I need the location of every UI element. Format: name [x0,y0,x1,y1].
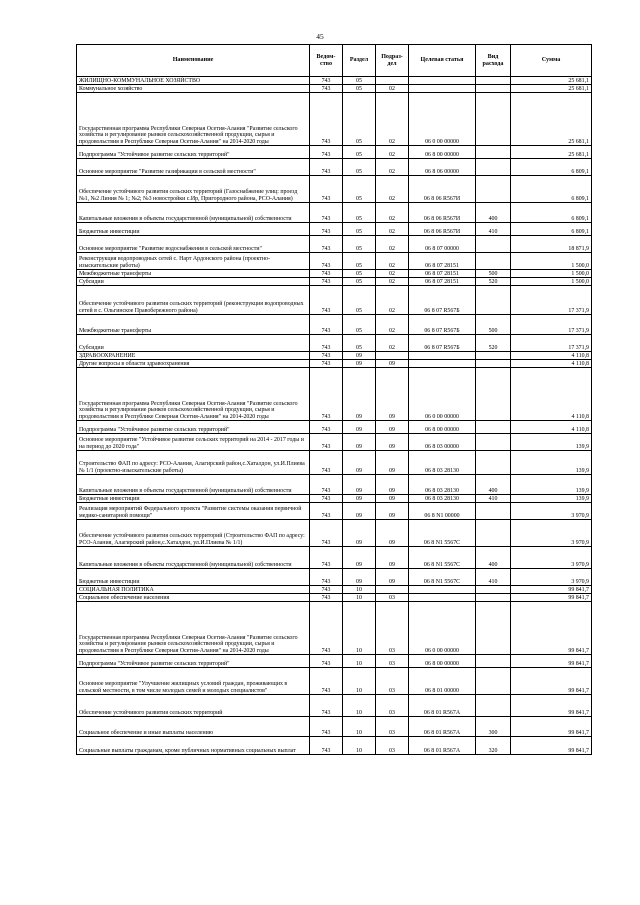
table-row [77,451,592,475]
table-row [77,146,592,159]
cell-department: 743 [310,360,343,368]
cell-amount: 99 841,7 [511,737,592,755]
cell-section: 10 [343,717,376,737]
cell-subsection: 09 [376,475,409,495]
cell-target-item: 06 8 07 28151 [409,278,476,286]
cell-subsection: 03 [376,602,409,655]
cell-target-item: 06 8 03 00000 [409,434,476,451]
cell-section: 09 [343,421,376,434]
cell-expense-type [476,176,511,203]
table-row [77,236,592,253]
cell-section: 10 [343,602,376,655]
cell-amount: 18 871,9 [511,236,592,253]
cell-subsection: 09 [376,503,409,520]
cell-target-item: 06 8 07 28151 [409,270,476,278]
cell-name: Бюджетные инвестиции [77,223,310,236]
cell-department: 743 [310,495,343,503]
cell-expense-type [476,668,511,695]
cell-target-item: 06 8 03 28130 [409,451,476,475]
table-row [77,602,592,655]
cell-expense-type [476,85,511,93]
cell-target-item: 06 8 07 R567Б [409,286,476,315]
cell-target-item: 06 8 06 R567И [409,223,476,236]
cell-subsection: 09 [376,360,409,368]
cell-subsection: 09 [376,434,409,451]
cell-expense-type [476,352,511,360]
cell-department: 743 [310,655,343,668]
cell-name: Социальные выплаты гражданам, кроме публичных нормативных социальных выплат [77,737,310,755]
cell-target-item: 06 0 00 00000 [409,368,476,421]
cell-amount: 6 809,1 [511,223,592,236]
cell-amount: 6 809,1 [511,203,592,223]
cell-subsection: 02 [376,146,409,159]
cell-expense-type [476,236,511,253]
cell-subsection: 09 [376,368,409,421]
cell-expense-type [476,421,511,434]
cell-expense-type [476,77,511,85]
table-row [77,77,592,85]
cell-amount: 3 970,9 [511,503,592,520]
cell-target-item: 06 8 00 00000 [409,146,476,159]
cell-section: 09 [343,451,376,475]
cell-expense-type [476,93,511,146]
column-header-section: Раздел [343,45,376,77]
cell-section: 09 [343,352,376,360]
cell-section: 09 [343,520,376,547]
table-row [77,503,592,520]
cell-expense-type [476,286,511,315]
cell-expense-type: 500 [476,270,511,278]
cell-subsection [376,352,409,360]
cell-subsection: 09 [376,569,409,586]
cell-amount: 1 500,0 [511,253,592,270]
cell-name: Капитальные вложения в объекты государственной (муниципальной) собственности [77,475,310,495]
cell-section: 05 [343,278,376,286]
cell-target-item [409,586,476,594]
cell-name: Основное мероприятие "Развитие газификации в сельской местности" [77,159,310,176]
table-row [77,278,592,286]
cell-section: 05 [343,236,376,253]
table-row [77,253,592,270]
cell-expense-type: 300 [476,717,511,737]
cell-department: 743 [310,421,343,434]
cell-amount: 4 110,8 [511,352,592,360]
cell-department: 743 [310,586,343,594]
cell-name: Государственная программа Республики Северная Осетия-Алания "Развитие сельского хозяйства и регулирование рынков сельскохозяйственной продукции, сырья и продовольствия в Республике Северная Осетия-Алания" на 2014-2020 годы [77,602,310,655]
cell-amount: 99 841,7 [511,586,592,594]
cell-target-item [409,77,476,85]
cell-name: Социальное обеспечение населения [77,594,310,602]
cell-expense-type: 410 [476,495,511,503]
cell-department: 743 [310,253,343,270]
column-header-name: Наименование [77,45,310,77]
cell-name: Строительство ФАП по адресу: РСО-Алания, Алагирский район,с.Хаталдон, ул.И.Плиева № 1/1 (проектно-изыскательские работы) [77,451,310,475]
cell-subsection: 02 [376,253,409,270]
cell-amount: 6 809,1 [511,176,592,203]
cell-target-item: 06 8 01 R567А [409,717,476,737]
cell-department: 743 [310,695,343,717]
cell-expense-type: 520 [476,278,511,286]
cell-subsection: 02 [376,335,409,352]
cell-name: Межбюджетные трансферты [77,315,310,335]
table-row [77,737,592,755]
table-row [77,93,592,146]
cell-section: 10 [343,737,376,755]
cell-department: 743 [310,520,343,547]
cell-name: Основное мероприятие "Развитие водоснабжения в сельской местности" [77,236,310,253]
cell-name: Государственная программа Республики Северная Осетия-Алания "Развитие сельского хозяйства и регулирование рынков сельскохозяйственной продукции, сырья и продовольствия в Республике Северная Осетия-Алания" на 2014-2020 годы [77,368,310,421]
table-row [77,717,592,737]
cell-name: Подпрограмма "Устойчивое развитие сельских территорий" [77,146,310,159]
cell-section: 10 [343,594,376,602]
cell-target-item: 06 8 01 00000 [409,668,476,695]
cell-amount: 139,9 [511,451,592,475]
cell-name: Обеспечение устойчивого развития сельских территорий [77,695,310,717]
cell-department: 743 [310,569,343,586]
cell-expense-type [476,253,511,270]
cell-expense-type: 500 [476,315,511,335]
cell-name: Бюджетные инвестиции [77,569,310,586]
cell-section: 05 [343,223,376,236]
column-header-target-item: Целевая статья [409,45,476,77]
cell-amount: 139,9 [511,495,592,503]
cell-section: 09 [343,495,376,503]
table-row [77,655,592,668]
cell-amount: 139,9 [511,434,592,451]
cell-target-item [409,352,476,360]
cell-name: Бюджетные инвестиции [77,495,310,503]
cell-target-item: 06 8 N1 5567С [409,547,476,569]
cell-section: 09 [343,503,376,520]
cell-section: 10 [343,695,376,717]
cell-department: 743 [310,594,343,602]
cell-section: 09 [343,569,376,586]
cell-department: 743 [310,475,343,495]
cell-section: 10 [343,668,376,695]
cell-amount: 4 110,8 [511,368,592,421]
cell-section: 05 [343,176,376,203]
cell-department: 743 [310,434,343,451]
cell-amount: 139,9 [511,475,592,495]
cell-department: 743 [310,223,343,236]
cell-expense-type [476,146,511,159]
cell-name: Обеспечение устойчивого развития сельских территорий (Строительство ФАП по адресу: РСО-Алания, Алагирский район,с.Хаталдон, ул.И.Плиева № 1/1) [77,520,310,547]
cell-name: Реализация мероприятий Федерального проекта "Развитие системы оказания первичной медико-санитарной помощи" [77,503,310,520]
cell-name: Подпрограмма "Устойчивое развитие сельских территорий" [77,421,310,434]
table-row [77,352,592,360]
table-row [77,159,592,176]
cell-expense-type [476,159,511,176]
table-row [77,569,592,586]
table-row [77,668,592,695]
cell-name: СОЦИАЛЬНАЯ ПОЛИТИКА [77,586,310,594]
cell-section: 10 [343,655,376,668]
cell-expense-type [476,503,511,520]
cell-amount: 99 841,7 [511,668,592,695]
cell-section: 05 [343,159,376,176]
cell-name: Реконструкция водопроводных сетей с. Нарт Ардонского района (проектно-изыскательские работы) [77,253,310,270]
page-number: 45 [316,32,324,41]
cell-subsection: 03 [376,655,409,668]
cell-expense-type [476,434,511,451]
cell-department: 743 [310,451,343,475]
cell-expense-type: 410 [476,569,511,586]
cell-target-item: 06 8 N1 5567С [409,520,476,547]
cell-subsection: 02 [376,93,409,146]
cell-subsection: 02 [376,223,409,236]
cell-expense-type: 400 [476,475,511,495]
cell-target-item: 06 8 00 00000 [409,421,476,434]
table-row [77,495,592,503]
cell-amount: 25 681,1 [511,146,592,159]
cell-target-item: 06 8 N1 00000 [409,503,476,520]
table-row [77,520,592,547]
cell-amount: 17 371,9 [511,335,592,352]
cell-target-item: 06 8 06 R567И [409,203,476,223]
cell-subsection: 09 [376,421,409,434]
cell-subsection: 02 [376,236,409,253]
cell-subsection: 03 [376,668,409,695]
cell-subsection: 02 [376,286,409,315]
cell-department: 743 [310,717,343,737]
table-row [77,475,592,495]
cell-target-item: 06 8 03 28130 [409,495,476,503]
cell-section: 05 [343,77,376,85]
column-header-expense-type: Вид расхода [476,45,511,77]
cell-target-item: 06 8 06 R567И [409,176,476,203]
column-header-department: Ведом-ство [310,45,343,77]
cell-department: 743 [310,236,343,253]
table-row [77,335,592,352]
cell-department: 743 [310,176,343,203]
cell-expense-type [476,655,511,668]
cell-target-item: 06 8 07 R567Б [409,315,476,335]
cell-target-item: 06 8 06 00000 [409,159,476,176]
cell-target-item: 06 8 00 00000 [409,655,476,668]
table-row [77,695,592,717]
cell-section: 05 [343,203,376,223]
cell-target-item: 06 8 07 00000 [409,236,476,253]
cell-target-item: 06 0 00 00000 [409,602,476,655]
cell-department: 743 [310,278,343,286]
table-row [77,594,592,602]
cell-subsection [376,586,409,594]
cell-section: 09 [343,547,376,569]
cell-amount: 99 841,7 [511,602,592,655]
cell-subsection: 03 [376,695,409,717]
cell-department: 743 [310,335,343,352]
cell-subsection: 09 [376,547,409,569]
cell-subsection: 09 [376,520,409,547]
cell-name: Государственная программа Республики Северная Осетия-Алания "Развитие сельского хозяйства и регулирование рынков сельскохозяйственной продукции, сырья и продовольствия в Республике Северная Осетия-Алания" на 2014-2020 годы [77,93,310,146]
cell-expense-type [476,520,511,547]
cell-amount: 3 970,9 [511,569,592,586]
cell-expense-type [476,594,511,602]
cell-expense-type: 400 [476,203,511,223]
cell-target-item: 06 8 03 28130 [409,475,476,495]
cell-section: 05 [343,270,376,278]
cell-expense-type: 410 [476,223,511,236]
cell-department: 743 [310,93,343,146]
cell-amount: 99 841,7 [511,594,592,602]
cell-section: 05 [343,286,376,315]
cell-target-item: 06 0 00 00000 [409,93,476,146]
table-row [77,368,592,421]
table-body [77,77,592,755]
cell-department: 743 [310,368,343,421]
cell-expense-type: 320 [476,737,511,755]
cell-name: Коммунальное хозяйство [77,85,310,93]
cell-department: 743 [310,85,343,93]
cell-section: 05 [343,315,376,335]
table-row [77,270,592,278]
cell-department: 743 [310,203,343,223]
cell-amount: 4 110,8 [511,360,592,368]
cell-amount: 3 970,9 [511,520,592,547]
table-row [77,176,592,203]
table-header-row [77,45,592,77]
table-row [77,223,592,236]
cell-amount: 25 681,1 [511,93,592,146]
cell-amount: 99 841,7 [511,695,592,717]
cell-name: Межбюджетные трансферты [77,270,310,278]
cell-section: 09 [343,475,376,495]
cell-section: 05 [343,335,376,352]
cell-subsection: 02 [376,315,409,335]
cell-expense-type [476,602,511,655]
cell-subsection [376,77,409,85]
cell-amount: 1 500,0 [511,270,592,278]
cell-amount: 25 681,1 [511,77,592,85]
cell-name: Другие вопросы в области здравоохранения [77,360,310,368]
cell-target-item: 06 8 N1 5567С [409,569,476,586]
cell-amount: 3 970,9 [511,547,592,569]
cell-section: 05 [343,85,376,93]
cell-expense-type [476,586,511,594]
table-row [77,286,592,315]
table-row [77,203,592,223]
table-row [77,85,592,93]
cell-amount: 17 371,9 [511,286,592,315]
cell-name: Социальное обеспечение и иные выплаты населению [77,717,310,737]
cell-section: 05 [343,146,376,159]
cell-name: Обеспечение устойчивого развития сельских территорий (реконструкция водопроводных сетей в с. Ольгинское Правобережного района) [77,286,310,315]
cell-section: 05 [343,93,376,146]
cell-name: Капитальные вложения в объекты государственной (муниципальной) собственности [77,547,310,569]
cell-expense-type: 520 [476,335,511,352]
cell-target-item [409,85,476,93]
cell-name: Обеспечение устойчивого развития сельских территорий (Газоснабжение улиц: проезд №1, №2 Линия № 1; №2; №3 новостройки с.Ир, Пригородного района, РСО-Алания) [77,176,310,203]
cell-section: 09 [343,434,376,451]
cell-expense-type: 400 [476,547,511,569]
table-row [77,434,592,451]
cell-department: 743 [310,352,343,360]
cell-section: 09 [343,368,376,421]
cell-name: Субсидии [77,278,310,286]
cell-department: 743 [310,547,343,569]
column-header-subsection: Подраз-дел [376,45,409,77]
cell-expense-type [476,451,511,475]
cell-subsection: 02 [376,176,409,203]
cell-department: 743 [310,602,343,655]
cell-amount: 25 681,1 [511,85,592,93]
cell-subsection: 02 [376,270,409,278]
table-row [77,360,592,368]
cell-amount: 17 371,9 [511,315,592,335]
cell-name: Подпрограмма "Устойчивое развитие сельских территорий" [77,655,310,668]
cell-name: Капитальные вложения в объекты государственной (муниципальной) собственности [77,203,310,223]
cell-name: Субсидии [77,335,310,352]
cell-subsection: 03 [376,737,409,755]
cell-department: 743 [310,270,343,278]
cell-amount: 99 841,7 [511,717,592,737]
cell-name: Основное мероприятие "Устойчивое развитие сельских территорий на 2014 - 2017 годы и на период до 2020 года" [77,434,310,451]
cell-department: 743 [310,737,343,755]
cell-target-item: 06 8 01 R567А [409,737,476,755]
cell-department: 743 [310,286,343,315]
cell-amount: 99 841,7 [511,655,592,668]
cell-department: 743 [310,503,343,520]
cell-department: 743 [310,159,343,176]
cell-target-item: 06 8 01 R567А [409,695,476,717]
cell-department: 743 [310,668,343,695]
cell-section: 10 [343,586,376,594]
column-header-amount: Сумма [511,45,592,77]
cell-section: 09 [343,360,376,368]
cell-amount: 6 809,1 [511,159,592,176]
cell-subsection: 09 [376,451,409,475]
cell-amount: 4 110,8 [511,421,592,434]
cell-target-item: 06 8 07 R567Б [409,335,476,352]
cell-target-item [409,594,476,602]
cell-subsection: 02 [376,159,409,176]
cell-department: 743 [310,77,343,85]
cell-name: ЗДРАВООХРАНЕНИЕ [77,352,310,360]
cell-expense-type [476,368,511,421]
table-row [77,586,592,594]
table-row [77,315,592,335]
cell-name: ЖИЛИЩНО-КОММУНАЛЬНОЕ ХОЗЯЙСТВО [77,77,310,85]
cell-subsection: 09 [376,495,409,503]
cell-section: 05 [343,253,376,270]
table-row [77,421,592,434]
cell-subsection: 02 [376,203,409,223]
cell-expense-type [476,695,511,717]
cell-name: Основное мероприятие "Улучшение жилищных условий граждан, проживающих в сельской местности, в том числе молодых семей и молодых специалистов" [77,668,310,695]
cell-subsection: 02 [376,85,409,93]
budget-table [76,44,592,755]
cell-subsection: 03 [376,594,409,602]
table-row [77,547,592,569]
cell-target-item: 06 8 07 28151 [409,253,476,270]
cell-subsection: 03 [376,717,409,737]
cell-expense-type [476,360,511,368]
cell-department: 743 [310,146,343,159]
cell-amount: 1 500,0 [511,278,592,286]
cell-department: 743 [310,315,343,335]
cell-target-item [409,360,476,368]
cell-subsection: 02 [376,278,409,286]
